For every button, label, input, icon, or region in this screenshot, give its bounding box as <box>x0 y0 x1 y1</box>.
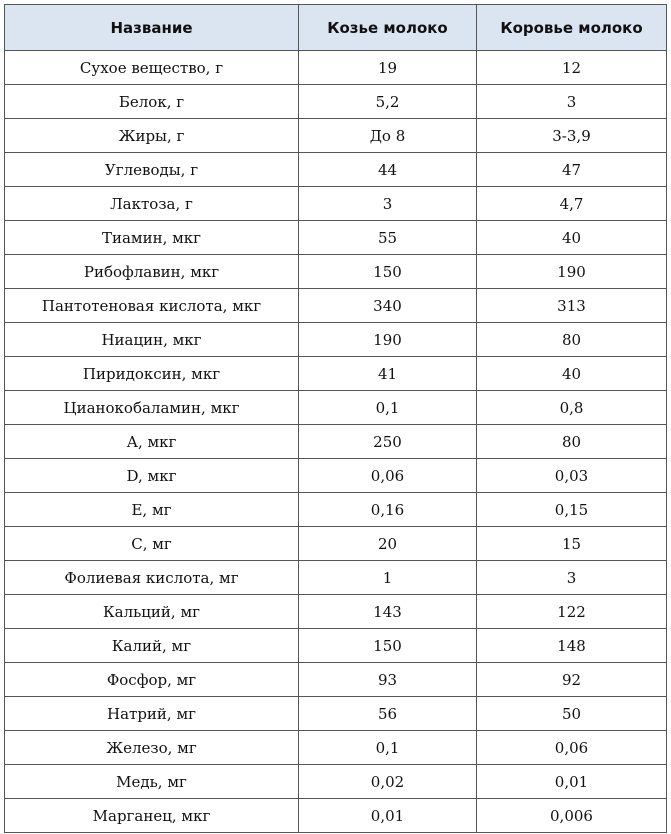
cell-goat-milk-value: 20 <box>299 527 477 561</box>
table-row <box>5 391 667 425</box>
table-row <box>5 697 667 731</box>
cell-cow-milk-value: 80 <box>477 425 667 459</box>
header-row <box>5 5 667 51</box>
table-row <box>5 527 667 561</box>
cell-nutrient-name: Ниацин, мкг <box>5 323 299 357</box>
table-row <box>5 221 667 255</box>
cell-cow-milk-value: 15 <box>477 527 667 561</box>
cell-nutrient-name: А, мкг <box>5 425 299 459</box>
cell-cow-milk-value: 190 <box>477 255 667 289</box>
cell-cow-milk-value: 0,8 <box>477 391 667 425</box>
table-row <box>5 323 667 357</box>
cell-cow-milk-value: 3-3,9 <box>477 119 667 153</box>
cell-nutrient-name: Лактоза, г <box>5 187 299 221</box>
table-row <box>5 799 667 833</box>
cell-cow-milk-value: 4,7 <box>477 187 667 221</box>
table-row <box>5 153 667 187</box>
table-row <box>5 731 667 765</box>
cell-goat-milk-value: 5,2 <box>299 85 477 119</box>
cell-goat-milk-value: 150 <box>299 629 477 663</box>
table-row <box>5 187 667 221</box>
cell-cow-milk-value: 92 <box>477 663 667 697</box>
table-row <box>5 85 667 119</box>
header-name: Название <box>5 5 299 51</box>
cell-goat-milk-value: 19 <box>299 51 477 85</box>
cell-goat-milk-value: 56 <box>299 697 477 731</box>
cell-cow-milk-value: 0,15 <box>477 493 667 527</box>
cell-cow-milk-value: 12 <box>477 51 667 85</box>
cell-nutrient-name: D, мкг <box>5 459 299 493</box>
cell-cow-milk-value: 80 <box>477 323 667 357</box>
table-row <box>5 255 667 289</box>
cell-goat-milk-value: До 8 <box>299 119 477 153</box>
cell-cow-milk-value: 0,006 <box>477 799 667 833</box>
cell-nutrient-name: Жиры, г <box>5 119 299 153</box>
table-row <box>5 51 667 85</box>
cell-goat-milk-value: 3 <box>299 187 477 221</box>
cell-goat-milk-value: 1 <box>299 561 477 595</box>
table-header <box>5 5 667 51</box>
cell-nutrient-name: Фолиевая кислота, мг <box>5 561 299 595</box>
cell-nutrient-name: Е, мг <box>5 493 299 527</box>
cell-goat-milk-value: 250 <box>299 425 477 459</box>
cell-nutrient-name: Рибофлавин, мкг <box>5 255 299 289</box>
cell-nutrient-name: Натрий, мг <box>5 697 299 731</box>
table-row <box>5 425 667 459</box>
cell-goat-milk-value: 41 <box>299 357 477 391</box>
cell-cow-milk-value: 3 <box>477 85 667 119</box>
cell-goat-milk-value: 55 <box>299 221 477 255</box>
table-row <box>5 289 667 323</box>
header-goat-milk: Козье молоко <box>299 5 477 51</box>
table-row <box>5 493 667 527</box>
cell-goat-milk-value: 143 <box>299 595 477 629</box>
header-cow-milk: Коровье молоко <box>477 5 667 51</box>
cell-nutrient-name: Пантотеновая кислота, мкг <box>5 289 299 323</box>
cell-nutrient-name: Пиридоксин, мкг <box>5 357 299 391</box>
cell-goat-milk-value: 190 <box>299 323 477 357</box>
nutrition-comparison-table <box>4 4 667 833</box>
cell-goat-milk-value: 0,01 <box>299 799 477 833</box>
cell-cow-milk-value: 40 <box>477 221 667 255</box>
table-row <box>5 765 667 799</box>
cell-cow-milk-value: 47 <box>477 153 667 187</box>
cell-cow-milk-value: 3 <box>477 561 667 595</box>
cell-goat-milk-value: 93 <box>299 663 477 697</box>
table-row <box>5 459 667 493</box>
cell-nutrient-name: Медь, мг <box>5 765 299 799</box>
table-body <box>5 51 667 833</box>
table-row <box>5 629 667 663</box>
cell-cow-milk-value: 0,06 <box>477 731 667 765</box>
cell-cow-milk-value: 148 <box>477 629 667 663</box>
cell-nutrient-name: С, мг <box>5 527 299 561</box>
cell-nutrient-name: Марганец, мкг <box>5 799 299 833</box>
cell-goat-milk-value: 0,1 <box>299 391 477 425</box>
cell-goat-milk-value: 150 <box>299 255 477 289</box>
table-row <box>5 595 667 629</box>
table-row <box>5 357 667 391</box>
cell-nutrient-name: Фосфор, мг <box>5 663 299 697</box>
cell-cow-milk-value: 122 <box>477 595 667 629</box>
cell-cow-milk-value: 40 <box>477 357 667 391</box>
cell-nutrient-name: Цианокобаламин, мкг <box>5 391 299 425</box>
cell-nutrient-name: Углеводы, г <box>5 153 299 187</box>
cell-nutrient-name: Тиамин, мкг <box>5 221 299 255</box>
cell-goat-milk-value: 0,06 <box>299 459 477 493</box>
cell-goat-milk-value: 0,16 <box>299 493 477 527</box>
cell-cow-milk-value: 50 <box>477 697 667 731</box>
cell-goat-milk-value: 44 <box>299 153 477 187</box>
table-row <box>5 119 667 153</box>
cell-nutrient-name: Кальций, мг <box>5 595 299 629</box>
cell-nutrient-name: Калий, мг <box>5 629 299 663</box>
cell-cow-milk-value: 313 <box>477 289 667 323</box>
cell-cow-milk-value: 0,01 <box>477 765 667 799</box>
table-row <box>5 663 667 697</box>
cell-nutrient-name: Железо, мг <box>5 731 299 765</box>
cell-goat-milk-value: 340 <box>299 289 477 323</box>
cell-goat-milk-value: 0,1 <box>299 731 477 765</box>
table-row <box>5 561 667 595</box>
cell-goat-milk-value: 0,02 <box>299 765 477 799</box>
cell-nutrient-name: Сухое вещество, г <box>5 51 299 85</box>
cell-cow-milk-value: 0,03 <box>477 459 667 493</box>
cell-nutrient-name: Белок, г <box>5 85 299 119</box>
